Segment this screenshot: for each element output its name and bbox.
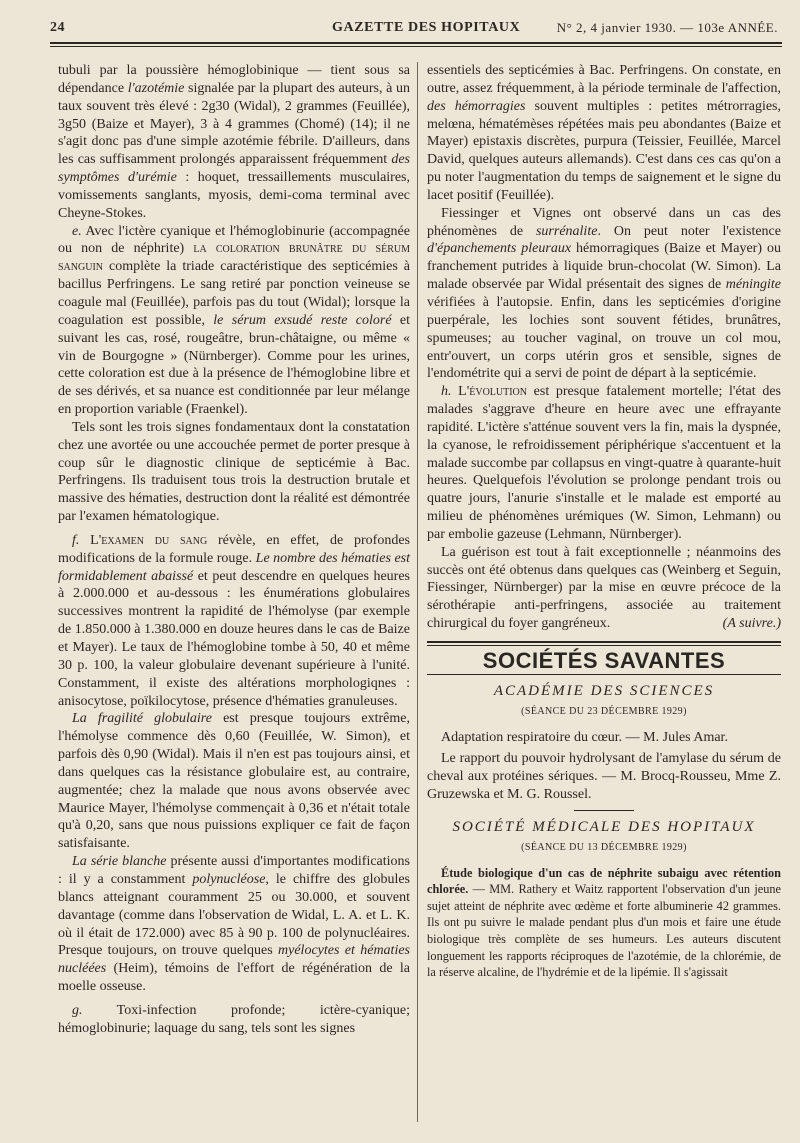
column-divider [417,62,418,1122]
header-rule-thin [50,46,782,47]
communication: Le rapport du pouvoir hydrolysant de l'amylase du sérum de cheval aux protéines sériques. — M. Brocq-Rousseu, Mme Z. Gruzewska et M. G. Roussel. [427,751,781,803]
header-rule [50,42,782,44]
section-title: SOCIÉTÉS SAVANTES [482,648,726,673]
paragraph: Tels sont les trois signes fondamentaux dont la constatation chez une avortée ou une accouchée permet de porter presque à coup sûr le diagnostic clinique de septicémie à Bac. Perfringens. Ils traduisent tous trois la destruction brutale et massive des hématies, destruction dont la réalité est démontrée par l'examen hématologique. [58,419,410,525]
society-title: SOCIÉTÉ MÉDICALE DES HOPITAUX [452,818,756,835]
paragraph: g. Toxi-infection profonde; ictère-cyanique; hémoglobinurie; laquage du sang, tels sont les signes [58,1002,410,1036]
paragraph: f. L'examen du sang révèle, en effet, de profondes modifications de la formule rouge. Le nombre des hématies est formidablement abaissé et peut descendre en quelques heures à 2.000.000 et au-dessous : les énumérations globulaires successives montrent la rapidité de l'hémolyse (par exemple de 1.850.000 à 1.380.000 en douze heures dans le cas de Baize et Mayer). Le taux de l'hémoglobine tombe à 50, 40 et même 30 p. 100, la valeur globulaire devenant supérieure à l'unité. Constamment, il existe des altérations morphologiqnes : anisocytose, poïkilocytose, présence d'hématies granuleuses. [58,532,411,709]
communication: Étude biologique d'un cas de néphrite subaigu avec rétention chlorée. — MM. Rathery et Waitz rapportent l'observation d'un jeune sujet atteint de néphrite avec œdème et forte albuminerie 42 grammes. Ils ont pu suivre le malade pendant plus d'un mois et faire une étude biologique très complète de ses humeurs. Les auteurs discutent longuement les rapports réciproques de l'azotémie, de la chlorémie, de la réserve alcaline, de l'hydrémie et de la lipémie. Il s'agissait [427,865,781,980]
society-title: ACADÉMIE DES SCIENCES [493,682,715,699]
right-column [427,62,781,981]
paragraph: h. L'évolution est presque fatalement mortelle; l'état des malades s'aggrave d'heure en heure avec une effrayante rapidité. L'ictère s'atténue souvent vers la fin, mais la dyspnée, la cyanose, le refroidissement périphérique s'accentuent et la malade succombe par collapsus en vingt-quatre à quarante-huit heures. Quelquefois l'évolution se prolonge pendant trois ou quatre jours, l'anurie s'installe et le malade est emporté au milieu de phénomènes urémiques (W. Simon, Lehmann) ou par embolie gazeuse (Lehmann, Nürnberger). [427,384,781,542]
section-rule [427,641,781,643]
paragraph: e. Avec l'ictère cyanique et l'hémoglobinurie (accompagnée ou non de néphrite) la coloration brunâtre du sérum sanguin complète la triade caractéristique des septicémies à bacillus Perfringens. Le sang retiré par ponction veineuse se coagule mal (Feuillée), parfois pas du tout (Widal); lorsque la coagulation est possible, le sérum exsudé reste coloré et suivant les cas, rosé, rougeâtre, brun-châtaigne, ou même « vin de Bourgogne » (Nürnberger). Comme pour les urines, cette coloration est due à la présence de l'hémoglobine libre et de ses dérivés, et sa nuance est conditionnée par leur mélange en proportion variable (Fraenkel). [58,223,410,418]
separator [574,810,634,811]
journal-title: GAZETTE DES HOPITAUX [332,20,521,35]
paragraph: essentiels des septicémies à Bac. Perfringens. On constate, en outre, assez fréquemment, à la période terminale de l'affection, des hémorragies souvent multiples : petites métrorragies, melœna, hématémèses répétées mais peu abondantes (Baize et Mayer) epistaxis discrètes, purpura (Teissier, Feuillée, Marcel David, quelques auteurs allemands). C'est dans ces cas qu'on a pu noter l'augmentation du temps de saignement et le signe du lacet positif (Feuillée). [427,63,782,203]
paragraph: La fragilité globulaire est presque toujours extrême, l'hémolyse commence dès 0,60 (Feuillée, W. Simon), et parfois dès 0,90 (Widal). Mais il n'en est pas toujours ainsi, et dans quelques cas la résistance globulaire est, au contraire, augmentée; chez la malade que nous avons observée avec Maurice Mayer, l'hémolyse commençait à 0,36 et n'était totale qu'à 0,20, sans que nous puissions expliquer ce fait de façon satisfaisante. [58,711,410,852]
seance-date: (SÉANCE DU 13 DÉCEMBRE 1929) [521,841,687,853]
section-rule-thin [427,674,781,675]
paragraph: La guérison est tout à fait exceptionnelle ; néanmoins des succès ont été obtenus dans quelques cas (Weinberg et Seguin, Fiessinger, Nürnberger) par la mise en œuvre précoce de la sérothérapie anti-perfringens, associée au traitement chirurgical du foyer gangréneux. (A suivre.) [427,544,781,632]
issue-info: N° 2, 4 janvier 1930. — 103e ANNÉE. [556,20,778,35]
communication: Adaptation respiratoire du cœur. — M. Jules Amar. [441,729,728,745]
page-header [50,18,782,40]
section-rule-thin [427,645,781,646]
page-number: 24 [50,20,65,35]
paragraph: tubuli par la poussière hémoglobinique — tient sous sa dépendance l'azotémie signalée par la plupart des auteurs, à un taux souvent très élevé : 2g30 (Widal), 2 grammes (Feuillée), 3g50 (Baize et Mayer), 3 à 4 grammes (Chomé) (14); il ne s'agit donc pas d'une simple azotémie fébrile. D'ailleurs, dans les cas suffisamment prolongés apparaissent fréquemment des symptômes d'urémie : hoquet, tressaillements musculaires, vomissements sanglants, myosis, demi-coma terminal avec Cheyne-Stokes. [58,63,411,221]
seance-date: (SÉANCE DU 23 DÉCEMBRE 1929) [521,705,687,717]
paragraph: La série blanche présente aussi d'importantes modifications : il y a constamment polynucléose, le chiffre des globules blancs atteignant couramment 25 ou 30.000, et souvent davantage (comme dans l'observation de Widal, L. A. et L. K. où il était de 172.000) avec 85 à 90 p. 100 de polynucléaires. Presque toujours, on trouve quelques myélocytes et hématies nucléées (Heim), témoins de l'effort de régénération de la moelle osseuse. [58,854,411,995]
to-be-continued: (A suivre.) [722,616,781,632]
left-column [58,62,410,1038]
paragraph: Fiessinger et Vignes ont observé dans un cas des phénomènes de surrénalite. On peut noter l'existence d'épanchements pleuraux hémorragiques (Baize et Mayer) ou franchement putrides à liquide brun-chocolat (W. Simon). La malade observée par Widal présentait des signes de méningite vérifiées à l'autopsie. Enfin, dans les septicémies d'origine puerpérale, les lochies sont souvent fétides, brunâtres, spumeuses; au toucher vaginal, on trouve un col mou, entr'ouvert, un corps utérin gros et sensible, signes de l'endométrite qui a servi de point de départ à la septicémie. [427,205,781,382]
